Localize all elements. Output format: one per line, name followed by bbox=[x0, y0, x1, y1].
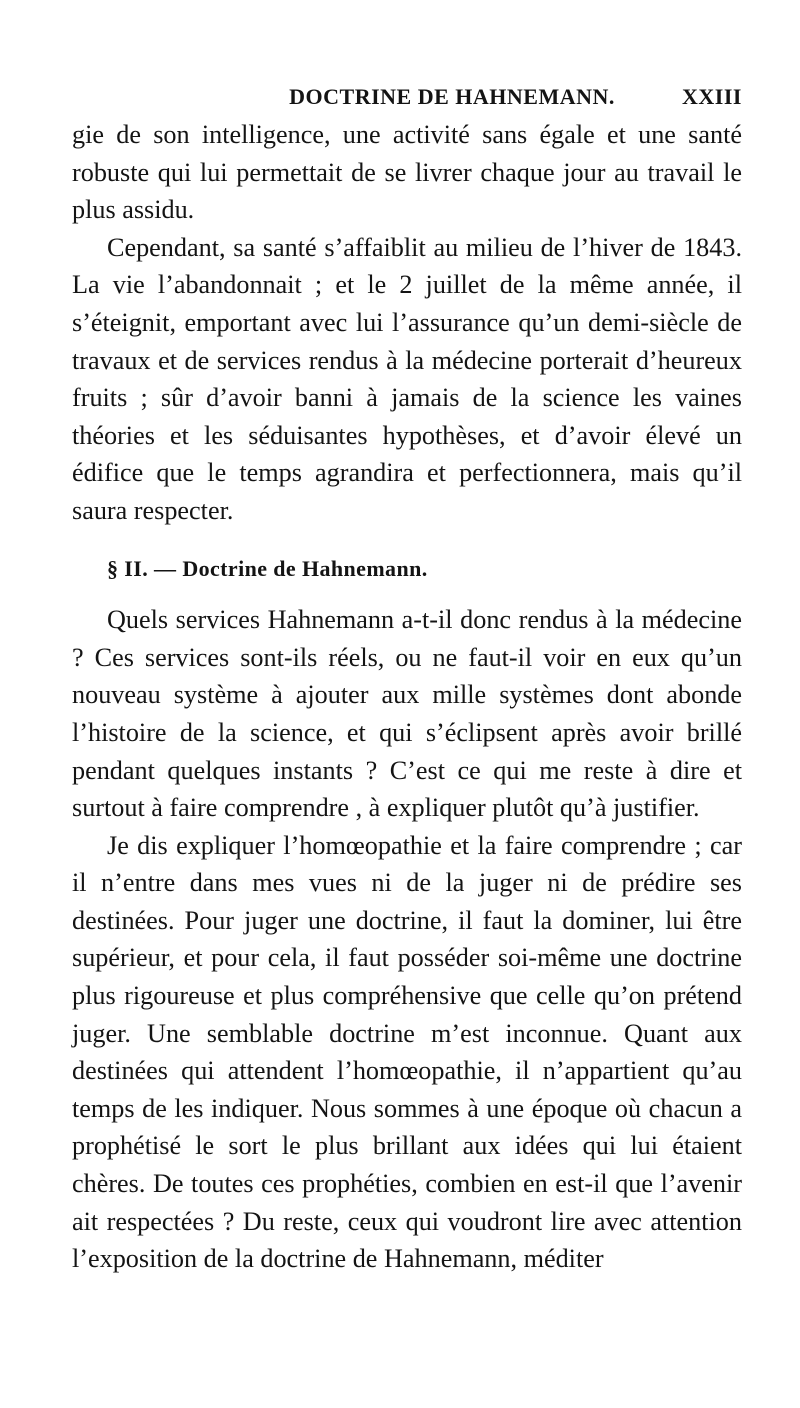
page-body bbox=[72, 116, 742, 1278]
page-number: XXIII bbox=[682, 84, 742, 109]
running-header bbox=[72, 84, 742, 110]
running-title: DOCTRINE DE HAHNEMANN. bbox=[289, 84, 615, 109]
paragraph-explain-homeopathy: Je dis expliquer l’homœopathie et la faire comprendre ; car il n’entre dans mes vues ni de la juger ni de prédire ses destinées. Pour juger une doctrine, il faut la dominer, lui être supérieur, et pour cela, il faut posséder soi-même une doctrine plus rigoureuse et plus compréhensive que celle qu’on prétend juger. Une semblable doctrine m’est inconnue. Quant aux destinées qui attendent l’homœopathie, il n’appartient qu’au temps de les indiquer. Nous sommes à une époque où chacun a prophétisé le sort le plus brillant aux idées qui lui étaient chères. De toutes ces prophéties, combien en est-il que l’avenir ait respectées ? Du reste, ceux qui voudront lire avec attention l’exposition de la doctrine de Hahnemann, méditer bbox=[72, 830, 742, 1274]
section-heading: § II. — Doctrine de Hahnemann. bbox=[107, 555, 428, 581]
book-page bbox=[72, 84, 742, 1278]
paragraph-continuation: gie de son intelligence, une activité sans égale et une santé robuste qui lui permettait de se livrer chaque jour au travail le plus assidu. bbox=[72, 120, 742, 225]
paragraph-hahnemann-death: Cependant, sa santé s’affaiblit au milieu de l’hiver de 1843. La vie l’abandonnait ; et le 2 juillet de la même année, il s’éteignit, emportant avec lui l’assurance qu’un demi-siècle de travaux et de services rendus à la médecine porterait d’heureux fruits ; sûr d’avoir banni à jamais de la science les vaines théories et les séduisantes hypothèses, et d’avoir élevé un édifice que le temps agrandira et perfectionnera, mais qu’il saura respecter. bbox=[72, 232, 742, 525]
paragraph-services: Quels services Hahnemann a-t-il donc rendus à la médecine ? Ces services sont-ils réels, ou ne faut-il voir en eux qu’un nouveau système à ajouter aux mille systèmes dont abonde l’histoire de la science, et qui s’éclipsent après avoir brillé pendant quelques instants ? C’est ce qui me reste à dire et surtout à faire comprendre , à expliquer plutôt qu’à justifier. bbox=[72, 605, 742, 823]
